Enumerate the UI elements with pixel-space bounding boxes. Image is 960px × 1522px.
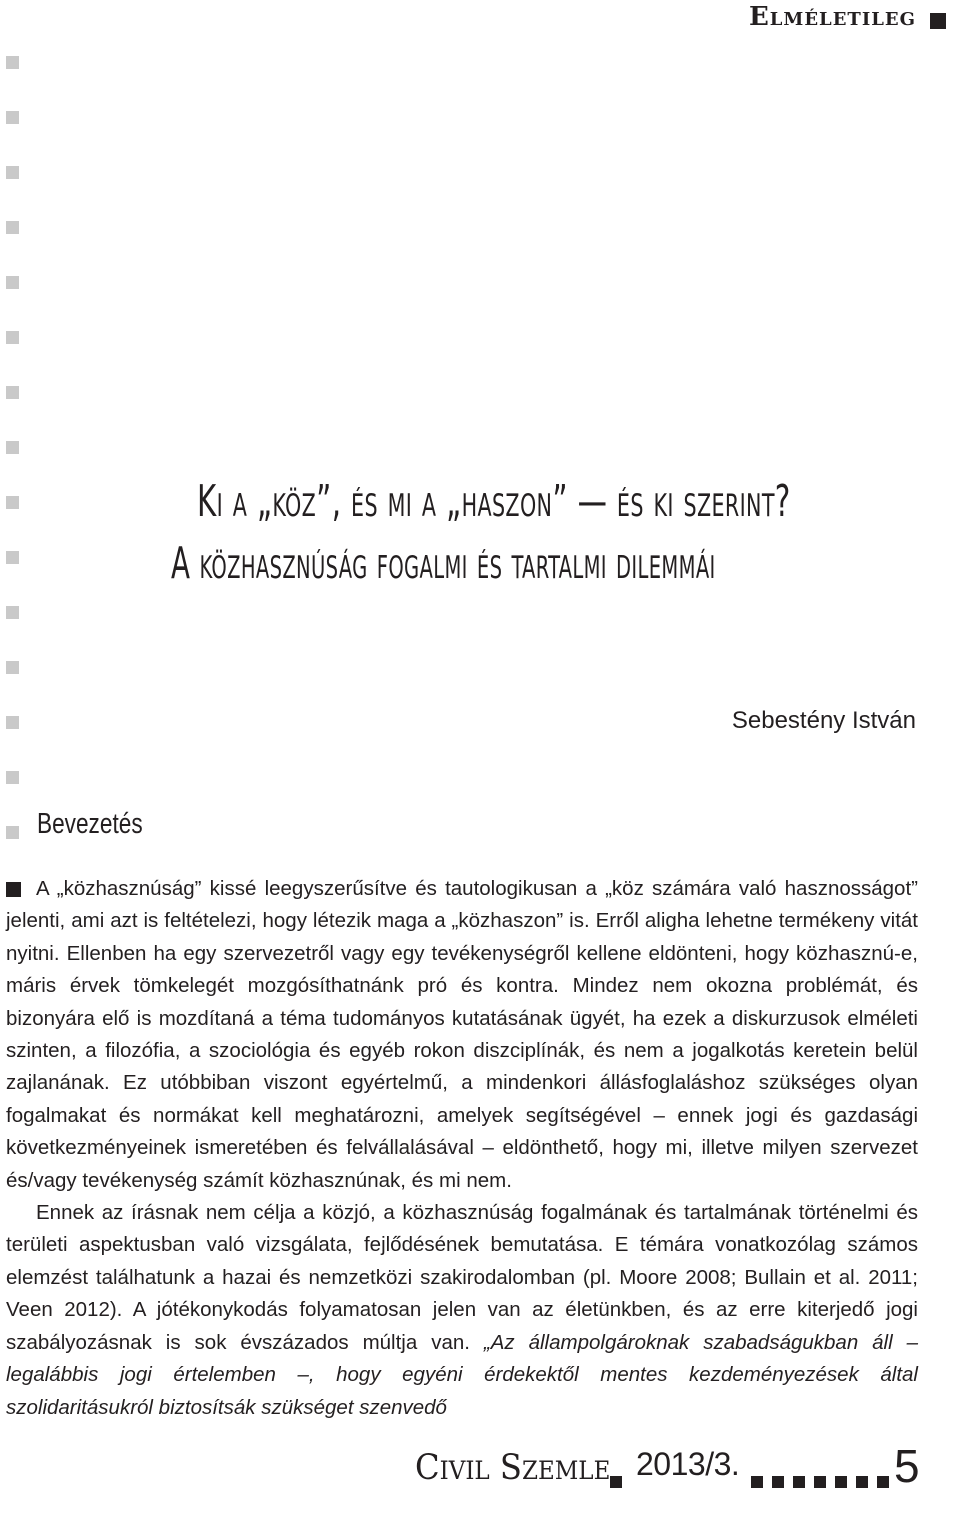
margin-square-icon [6, 386, 19, 399]
paragraph-2 [6, 1197, 918, 1424]
footer-square-icon [856, 1476, 868, 1488]
margin-square-icon [6, 276, 19, 289]
article-title-line-1: Ki a „köz”, és mi a „haszon” — és ki szerint? [197, 476, 791, 527]
footer-journal-name [415, 1448, 627, 1488]
paragraph-1: A „közhasznúság” kissé leegyszerűsítve és tautologikusan a „köz számára való hasznosságot” jelenti, ami azt is feltételezi, hogy létezik maga a „közhaszon” is. Erről aligha lehetne termékeny vitát nyitni. Ellenben ha egy szervezetről vagy egy tevékenységről kellene eldönteni, hogy közhasznú-e, máris érvek tömkelegét mozgósíthatnánk pró és kontra. Mindez nem okozna problémát, és bizonyára elő is mozdítaná a téma tudományos kutatásának ügyét, ha ezek a diskurzusok elméleti szinten, a filozófia, a szociológia és egyéb rokon diszciplínák, és nem a jogalkotás keretein belül zajlanának. Ez utóbbiban viszont egyértelmű, a mindenkori állásfoglaláshoz szükséges olyan fogalmakat és normákat kell meghatározni, amelyek segítségével – ennek jogi és gazdasági következményeinek ismeretében és felvállalásával – eldönthető, hogy mi, illetve milyen szervezet és/vagy tevékenység számít közhasznúnak, és mi nem. [6, 877, 918, 1192]
margin-square-icon [6, 331, 19, 344]
margin-square-icon [6, 551, 19, 564]
article-body [6, 873, 918, 1424]
header-square-icon [930, 13, 946, 29]
page-number: 5 [894, 1440, 920, 1492]
margin-square-icon [6, 221, 19, 234]
article-author: Sebestény István [731, 707, 916, 734]
margin-square-icon [6, 111, 19, 124]
footer-square-icon [877, 1476, 889, 1488]
footer-square-icon [793, 1476, 805, 1488]
margin-square-icon [6, 716, 19, 729]
footer-square-icon [814, 1476, 826, 1488]
margin-square-icon [6, 606, 19, 619]
margin-square-icon [6, 496, 19, 509]
footer-square-icon [835, 1476, 847, 1488]
margin-square-icon [6, 166, 19, 179]
margin-square-icon [6, 56, 19, 69]
margin-square-icon [6, 441, 19, 454]
paragraph-2-text: Ennek az írásnak nem célja a közjó, a közhasznúság fogalmának és tartalmának történelmi és területi aspektusban való vizsgálata, fejlődésének bemutatása. E témára vonatkozólag számos elemzést találhatunk a hazai és nemzetközi szakirodalomban (pl. Moore 2008; Bullain et al. 2011; Veen 2012). A jótékonykodás folyamatosan jelen van az életünkben, és az erre kiterjedő jogi szabályozásnak is sok évszázados múltja van. [6, 1201, 918, 1354]
footer-issue: 2013/3. [636, 1446, 740, 1482]
footer-square-icon [610, 1476, 622, 1488]
article-title-line-2: A közhasznúság fogalmi és tartalmi dilemmái [171, 538, 716, 589]
margin-square-icon [6, 771, 19, 784]
paragraph-2-quote: „Az állampolgároknak szabadságukban áll – legalábbis jogi értelemben –, hogy egyéni érdekektől mentes kezdeményezések által szolidaritásukról biztosítsák szükséget szenvedő [6, 1330, 919, 1419]
footer-square-icon [751, 1476, 763, 1488]
margin-square-icon [6, 826, 19, 839]
footer-square-icon [772, 1476, 784, 1488]
margin-square-icon [6, 661, 19, 674]
journal-name: Civil Szemle [415, 1448, 611, 1488]
section-heading: Bevezetés [37, 808, 143, 840]
section-label: Elméletileg [748, 2, 916, 32]
